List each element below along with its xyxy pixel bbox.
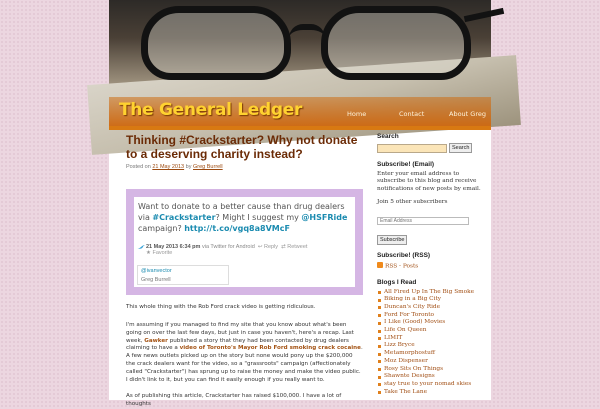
search-heading: Search (377, 133, 399, 140)
post-meta-prefix: Posted on (126, 164, 151, 170)
tweet-meta (146, 244, 356, 256)
post-meta-by: by (185, 164, 192, 170)
blogroll-item[interactable]: Shawnte Designs (377, 373, 485, 381)
tweet-text (138, 201, 353, 234)
search-button[interactable]: Search (449, 143, 472, 153)
tweet-via: via Twitter for Android (201, 244, 255, 250)
twitter-bird-icon (137, 244, 145, 250)
subscribe-rss-heading: Subscribe! (RSS) (377, 251, 431, 259)
blogroll (377, 289, 485, 397)
search-input[interactable] (377, 144, 447, 153)
rss-posts-link[interactable]: RSS - Posts (385, 263, 419, 270)
tweet-text-part: ? Might I suggest my (215, 213, 302, 222)
blogroll-item[interactable]: Life On Queen (377, 327, 485, 335)
email-field[interactable] (377, 217, 469, 225)
header-divider (109, 126, 491, 130)
rss-icon (377, 262, 383, 268)
embedded-tweet-frame (126, 189, 363, 295)
blogroll-item[interactable]: All Fired Up In The Big Smoke (377, 289, 485, 297)
paragraph-text: I'm assuming if you managed to find my site that you know about what's been going on over the last few days, but just in case you haven't, here's a recap. Last week, (126, 322, 354, 344)
main-nav (109, 110, 491, 122)
video-link[interactable]: video of Toronto's Mayor Rob Ford smoking crack cocaine (179, 345, 361, 352)
header-banner (109, 0, 491, 126)
post-title[interactable]: Thinking #Crackstarter? Why not donate to a deserving charity instead? (126, 133, 358, 161)
nav-home[interactable]: Home (347, 110, 367, 118)
glasses-bridge-icon (289, 24, 325, 38)
glasses-lens-icon (141, 6, 291, 80)
tweet-time[interactable]: 21 May 2013 6:34 pm (146, 244, 201, 250)
sidebar (377, 133, 485, 396)
rss-link-row (377, 262, 485, 271)
blogroll-item[interactable]: Duncan's City Ride (377, 304, 485, 312)
page-wrapper (109, 0, 491, 407)
tweet-author-handle[interactable]: @ivanvector (141, 268, 172, 274)
tweet-url-link[interactable]: http://t.co/vgq8a8VMcF (184, 224, 290, 233)
embedded-tweet (134, 197, 355, 287)
favorite-icon: ★ (146, 250, 151, 256)
post-paragraph: This whole thing with the Rob Ford crack video is getting ridiculous. (126, 304, 316, 310)
reply-icon: ↩ (257, 244, 263, 250)
blogroll-item[interactable]: stay true to your nomad skies (377, 381, 485, 389)
blogroll-item[interactable]: Ford For Toronto (377, 312, 485, 320)
retweet-icon: ⇄ (281, 244, 286, 250)
blogroll-item[interactable]: Lizz Bryce (377, 342, 485, 350)
tweet-hashtag-link[interactable]: #Crackstarter (152, 213, 216, 222)
glasses-arm-icon (464, 8, 504, 22)
subscriber-count: Join 5 other subscribers (377, 199, 448, 206)
nav-about-greg[interactable]: About Greg (449, 110, 486, 118)
tweet-favorite-link[interactable]: Favorite (152, 250, 173, 256)
paragraph-text: . A few news outlets picked up on the story but none would pony up the $200,000 the crack dealers want for the video, so a "grassroots" campaign (affectionately called "Crackstarter") has sprung up to raise the money and make the video public. I didn't link to it, but you can find it easily enough if you really want to. (126, 345, 363, 383)
tweet-text-part: campaign? (138, 224, 185, 233)
post-author-link[interactable]: Greg Burrell (193, 164, 223, 170)
blogroll-item[interactable]: Rosy Sits On Things (377, 366, 485, 374)
subscribe-email-heading: Subscribe! (Email) (377, 161, 435, 168)
tweet-mention-link[interactable]: @HSFRide (301, 213, 348, 222)
blogroll-item[interactable]: Metamorphostuff (377, 350, 485, 358)
tweet-reply-link[interactable]: Reply (263, 244, 279, 250)
tweet-author-name: Greg Burrell (141, 277, 171, 283)
blogroll-item[interactable]: I Like (Good) Movies (377, 319, 485, 327)
blogroll-item[interactable]: Moz Dispenser (377, 358, 485, 366)
site-title[interactable]: The General Ledger (119, 100, 303, 120)
blogroll-item[interactable]: LIMIT (377, 335, 485, 343)
post-paragraph (126, 322, 363, 384)
blogroll-item[interactable]: Take The Lane (377, 389, 485, 397)
post-meta (126, 164, 363, 170)
gawker-link[interactable]: Gawker (144, 337, 168, 344)
post-date-link[interactable]: 21 May 2013 (152, 164, 185, 170)
search-form (377, 143, 485, 153)
glasses-lens-icon (321, 6, 471, 80)
post-paragraph: As of publishing this article, Crackstarter has raised $100,000. I have a lot of thoughts (126, 393, 342, 407)
subscribe-description: Enter your email address to subscribe to this blog and receive notifications of new posts by email. (377, 171, 481, 192)
blogroll-item[interactable]: Biking in a Big City (377, 296, 485, 304)
subscribe-button[interactable]: Subscribe (377, 235, 407, 245)
tweet-text-part: Want to donate to a better cause than drug dealers via (138, 202, 345, 222)
tweet-author-card (137, 265, 229, 285)
paragraph-text: published a story that they had been contacted by drug dealers claiming to have a (126, 337, 349, 352)
nav-contact[interactable]: Contact (399, 110, 425, 118)
blogs-heading: Blogs I Read (377, 278, 417, 286)
main-content (126, 133, 363, 407)
tweet-retweet-link[interactable]: Retweet (287, 244, 308, 250)
